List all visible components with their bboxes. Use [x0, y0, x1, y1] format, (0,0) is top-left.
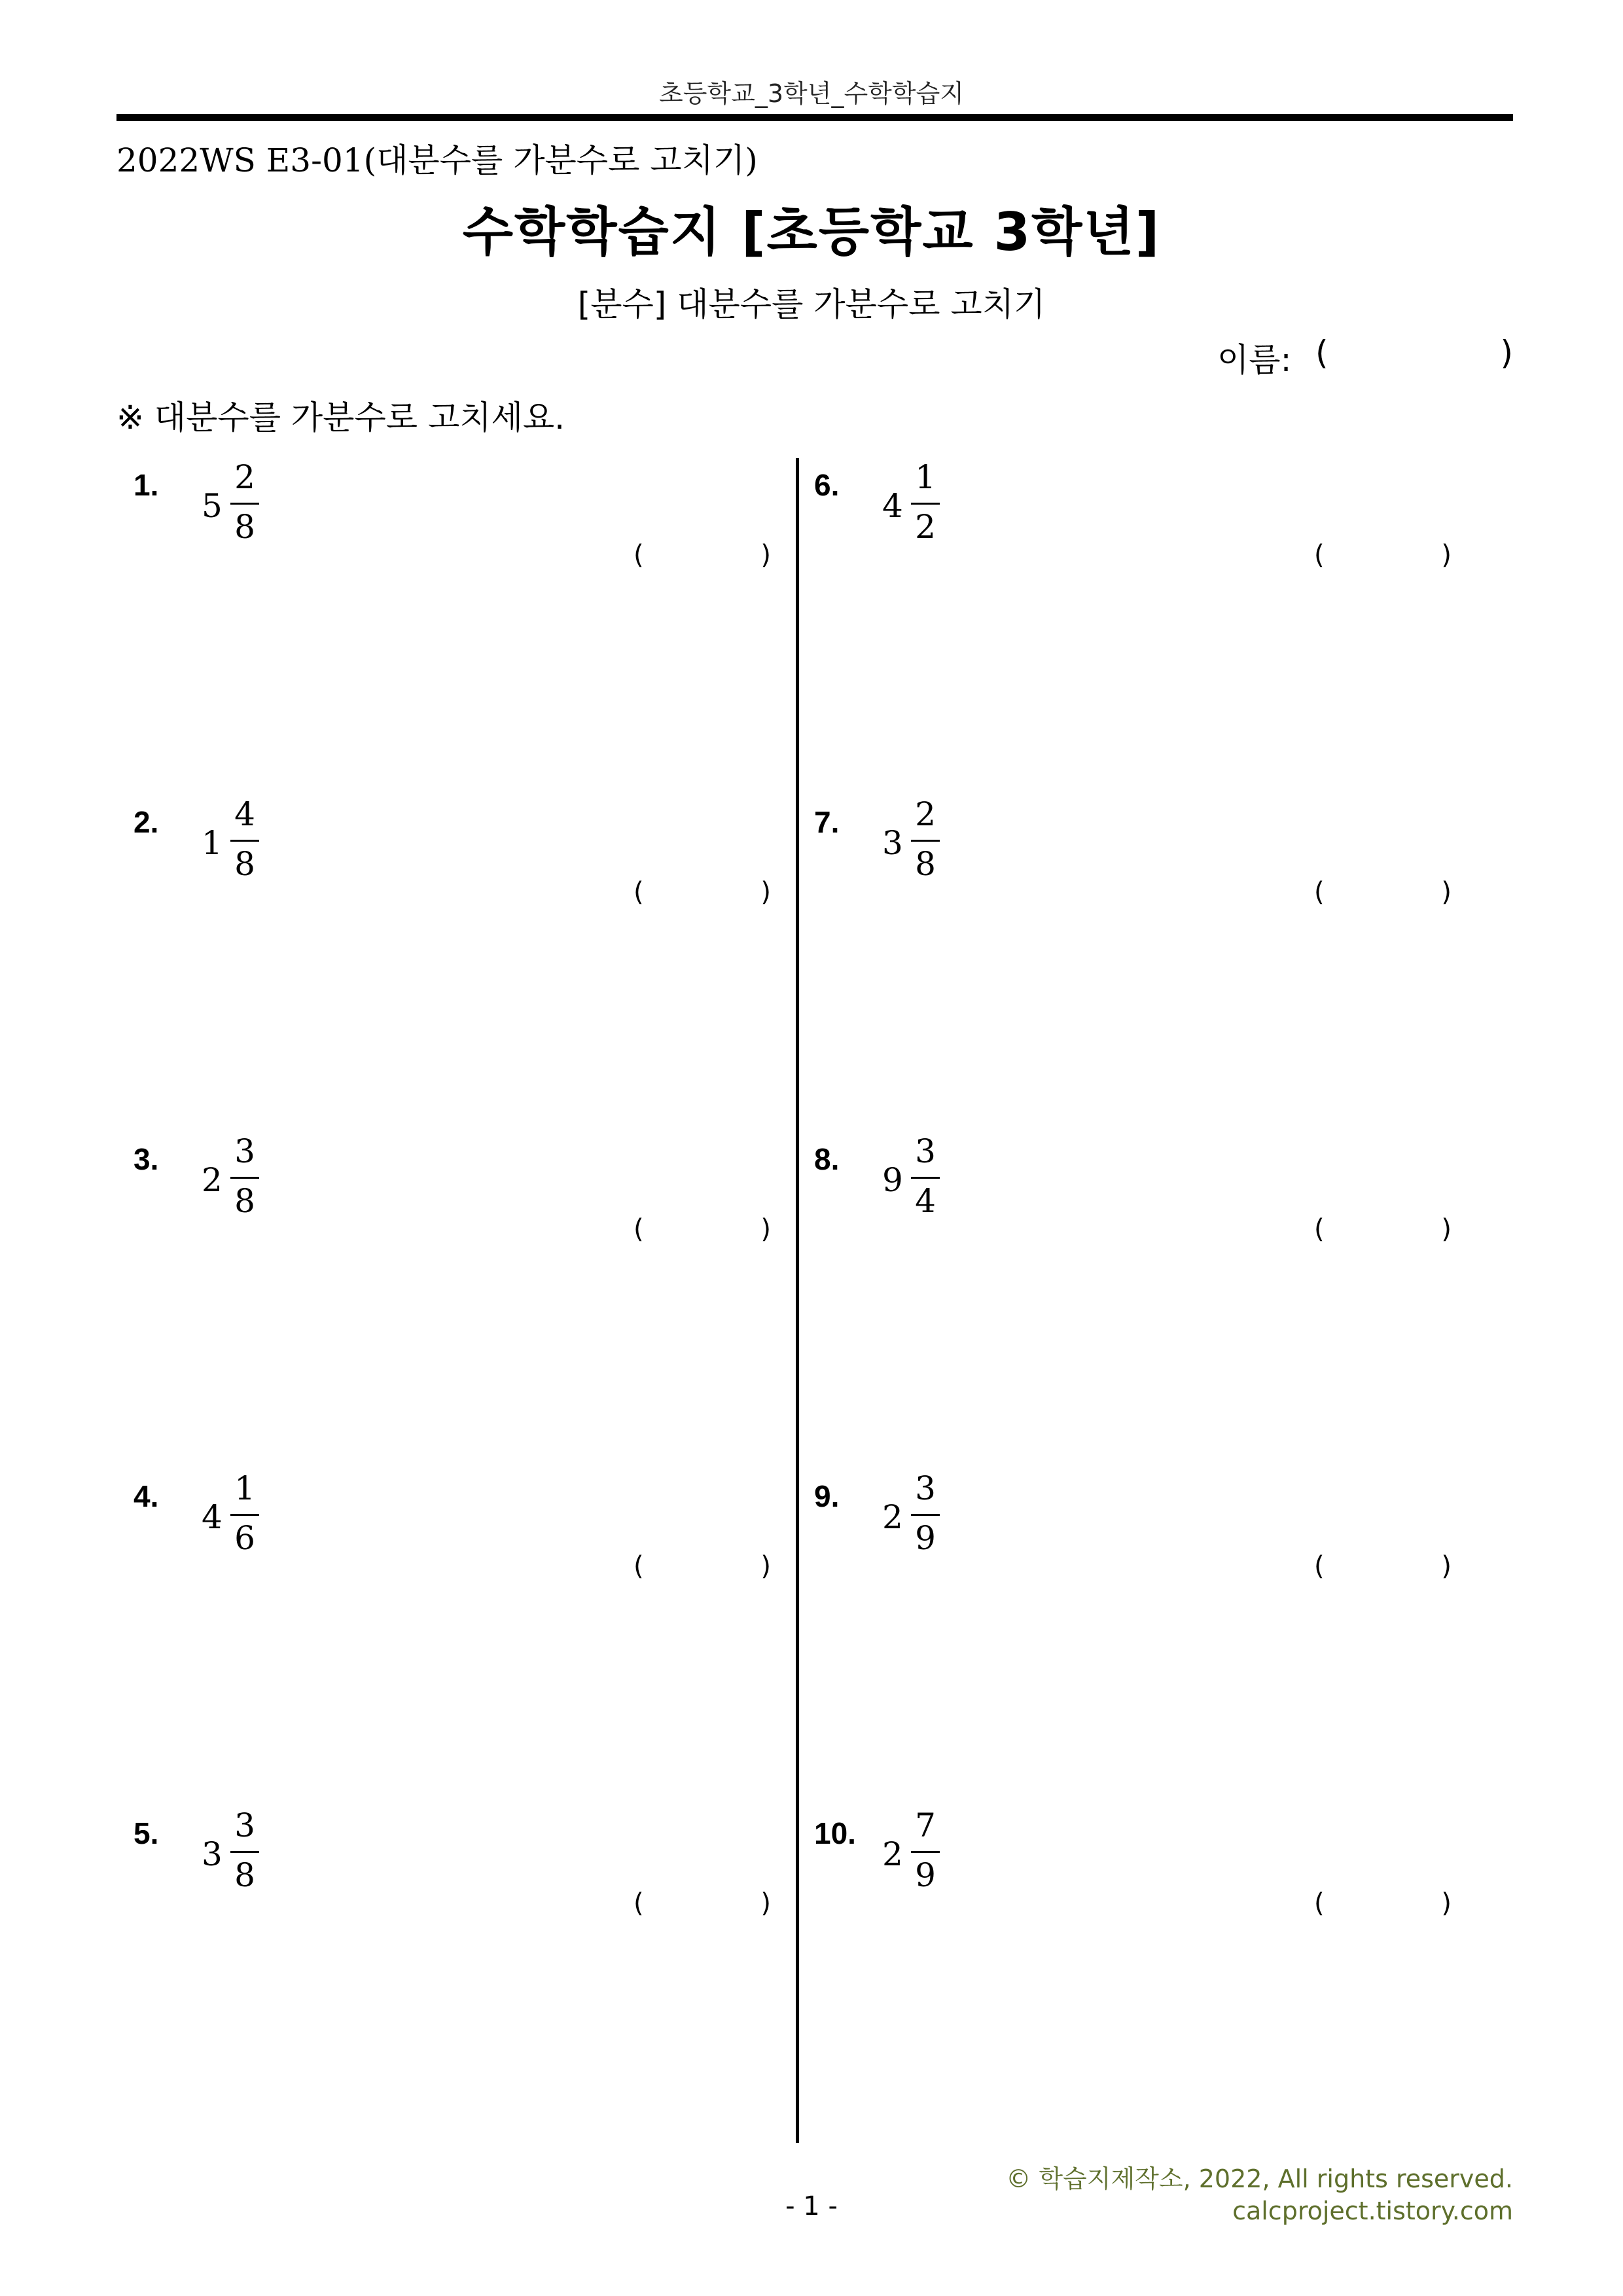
answer-open-paren: (: [633, 540, 644, 570]
whole-part: 5: [202, 487, 223, 525]
answer-blank[interactable]: [633, 1551, 771, 1590]
mixed-number: [202, 458, 280, 550]
fraction-denominator: 8: [234, 1182, 255, 1220]
answer-open-paren: (: [1314, 1888, 1325, 1918]
answer-open-paren: (: [633, 1551, 644, 1581]
answer-open-paren: (: [1314, 1551, 1325, 1581]
problem-item: [116, 795, 797, 926]
answer-open-paren: (: [633, 1888, 644, 1918]
answer-blank[interactable]: [1314, 1214, 1452, 1253]
fraction-denominator: 8: [234, 1856, 255, 1894]
problem-number: 7.: [814, 805, 840, 839]
fraction-bar: [230, 1514, 259, 1516]
answer-close-paren: ): [1441, 1551, 1452, 1581]
mixed-number: [882, 1469, 961, 1561]
whole-part: 1: [202, 824, 223, 862]
answer-open-paren: (: [1314, 540, 1325, 570]
fraction-numerator: 2: [234, 458, 255, 496]
answer-close-paren: ): [760, 877, 771, 907]
answer-close-paren: ): [1441, 1888, 1452, 1918]
problem-number: 10.: [814, 1816, 856, 1850]
whole-part: 2: [202, 1161, 223, 1199]
fraction-numerator: 4: [234, 795, 255, 833]
answer-close-paren: ): [1441, 877, 1452, 907]
answer-close-paren: ): [1441, 1214, 1452, 1244]
problem-number: 4.: [134, 1479, 159, 1513]
problem-number: 9.: [814, 1479, 840, 1513]
footer-copyright: © 학습지제작소, 2022, All rights reserved.: [1006, 2164, 1513, 2193]
fraction-denominator: 9: [915, 1856, 936, 1894]
worksheet-code: 2022WS E3-01(대분수를 가분수로 고치기): [116, 141, 758, 179]
whole-part: 2: [882, 1498, 903, 1536]
problem-item: [797, 1132, 1478, 1263]
fraction-denominator: 9: [915, 1519, 936, 1557]
answer-close-paren: ): [760, 540, 771, 570]
page-number: - 1 -: [785, 2191, 838, 2221]
problem-item: [797, 1806, 1478, 1937]
fraction-bar: [911, 503, 940, 505]
answer-open-paren: (: [633, 877, 644, 907]
page-subtitle: [분수] 대분수를 가분수로 고치기: [577, 285, 1046, 323]
whole-part: 9: [882, 1161, 903, 1199]
fraction-bar: [230, 503, 259, 505]
whole-part: 4: [202, 1498, 223, 1536]
answer-blank[interactable]: [1314, 1888, 1452, 1928]
answer-close-paren: ): [760, 1551, 771, 1581]
fraction-denominator: 4: [915, 1182, 936, 1220]
whole-part: 2: [882, 1835, 903, 1873]
fraction-numerator: 1: [234, 1469, 255, 1507]
answer-close-paren: ): [1441, 540, 1452, 570]
page-title: 수학학습지 [초등학교 3학년]: [462, 202, 1161, 262]
whole-part: 3: [202, 1835, 223, 1873]
answer-blank[interactable]: [1314, 1551, 1452, 1590]
problem-item: [797, 1469, 1478, 1600]
answer-close-paren: ): [760, 1888, 771, 1918]
mixed-number: [882, 1132, 961, 1224]
name-open-paren: (: [1315, 334, 1329, 372]
problem-item: [116, 1469, 797, 1600]
answer-open-paren: (: [1314, 1214, 1325, 1244]
answer-open-paren: (: [1314, 877, 1325, 907]
fraction-denominator: 6: [234, 1519, 255, 1557]
header-rule: [116, 114, 1513, 121]
fraction-bar: [911, 1851, 940, 1853]
fraction-denominator: 8: [234, 845, 255, 883]
problem-item: [797, 795, 1478, 926]
instruction-text: ※ 대분수를 가분수로 고치세요.: [116, 399, 565, 437]
mixed-number: [882, 458, 961, 550]
whole-part: 3: [882, 824, 903, 862]
fraction-bar: [230, 1851, 259, 1853]
fraction-bar: [911, 840, 940, 842]
fraction-numerator: 3: [915, 1132, 936, 1170]
fraction-numerator: 3: [915, 1469, 936, 1507]
footer-url[interactable]: calcproject.tistory.com: [1232, 2197, 1513, 2225]
fraction-numerator: 2: [915, 795, 936, 833]
problem-item: [116, 1132, 797, 1263]
problem-number: 2.: [134, 805, 159, 839]
fraction-bar: [230, 840, 259, 842]
fraction-denominator: 2: [915, 508, 936, 546]
problem-item: [797, 458, 1478, 589]
fraction-bar: [911, 1514, 940, 1516]
problem-number: 1.: [134, 468, 159, 502]
fraction-denominator: 8: [234, 508, 255, 546]
name-field[interactable]: [1217, 334, 1513, 380]
answer-blank[interactable]: [633, 1888, 771, 1928]
mixed-number: [882, 1806, 961, 1898]
answer-blank[interactable]: [633, 540, 771, 579]
mixed-number: [202, 1806, 280, 1898]
running-header: 초등학교_3학년_수학학습지: [659, 79, 964, 108]
answer-blank[interactable]: [633, 877, 771, 916]
fraction-bar: [230, 1177, 259, 1179]
mixed-number: [202, 1469, 280, 1561]
answer-blank[interactable]: [1314, 540, 1452, 579]
fraction-denominator: 8: [915, 845, 936, 883]
answer-blank[interactable]: [633, 1214, 771, 1253]
mixed-number: [202, 795, 280, 887]
whole-part: 4: [882, 487, 903, 525]
problem-number: 5.: [134, 1816, 159, 1850]
problem-number: 3.: [134, 1142, 159, 1176]
fraction-numerator: 3: [234, 1806, 255, 1844]
mixed-number: [202, 1132, 280, 1224]
fraction-numerator: 3: [234, 1132, 255, 1170]
name-label: 이름:: [1217, 341, 1292, 379]
fraction-numerator: 1: [915, 458, 936, 496]
fraction-bar: [911, 1177, 940, 1179]
problem-number: 8.: [814, 1142, 840, 1176]
answer-blank[interactable]: [1314, 877, 1452, 916]
name-close-paren: ): [1500, 334, 1513, 372]
fraction-numerator: 7: [915, 1806, 936, 1844]
answer-open-paren: (: [633, 1214, 644, 1244]
problem-number: 6.: [814, 468, 840, 502]
answer-close-paren: ): [760, 1214, 771, 1244]
problem-item: [116, 458, 797, 589]
problem-item: [116, 1806, 797, 1937]
mixed-number: [882, 795, 961, 887]
